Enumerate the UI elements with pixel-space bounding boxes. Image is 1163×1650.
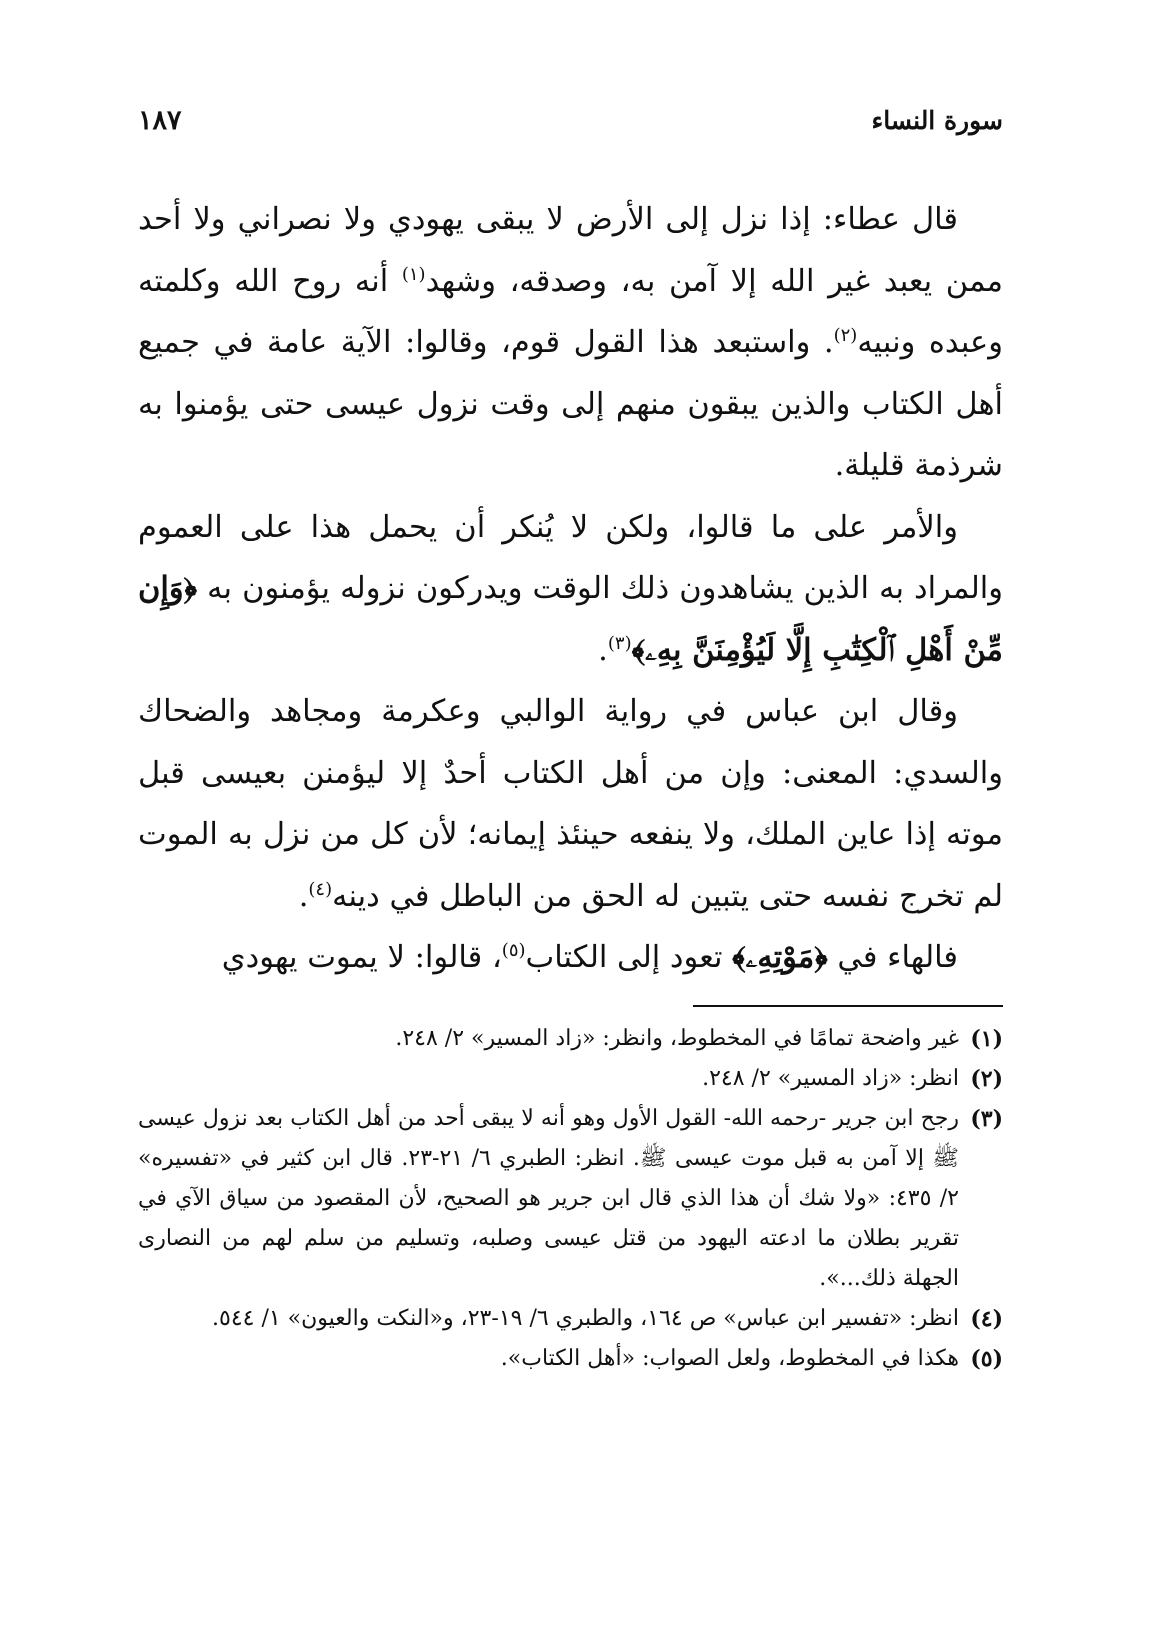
footnote-ref: (٣) [607,632,632,654]
text-run: ، قالوا: لا يموت يهودي [221,940,502,975]
text-run: وقال ابن عباس في رواية الوالبي وعكرمة ومجاهد والضحاك والسدي: المعنى: وإن من أهل الكتاب أحدٌ إلا ليؤمنن بعيسى قبل موته إذا عاين الملك، ولا ينفعه حينئذ إيمانه؛ لأن كل من نزل به الموت لم تخرج نفسه حتى يتبين له الحق من الباطل في دينه [138,694,1003,914]
text-run: . [598,632,608,668]
text-run: فالهاء في [827,940,958,975]
main-text [138,189,1003,989]
footnote-ref: (٤) [308,878,333,900]
text-run: أنه روح الله وكلمته وعبده ونبيه [138,263,1003,360]
text-run: قال عطاء: إذا نزل إلى الأرض لا يبقى يهودي ولا نصراني ولا أحد ممن يعبد غير الله إلا آمن به، وصدقه، وشهد [138,202,1003,299]
paragraph-2 [138,497,1003,682]
text-run: والأمر على ما قالوا، ولكن لا يُنكر أن يحمل هذا على العموم والمراد به الذين يشاهدون ذلك الوقت ويدركون نزوله يؤمنون به [138,509,1003,606]
footnote-text: غير واضحة تمامًا في المخطوط، وانظر: «زاد المسير» ٢/ ٢٤٨. [395,1025,959,1051]
footnote-text: انظر: «زاد المسير» ٢/ ٢٤٨. [702,1065,959,1091]
footnote-2 [138,1059,1003,1099]
footnote-number: (١) [970,1025,1003,1052]
footnote-number: (٤) [970,1305,1003,1332]
paragraph-1 [138,189,1003,497]
footnote-3 [138,1099,1003,1299]
footnote-4 [138,1299,1003,1339]
footnote-text: هكذا في المخطوط، ولعل الصواب: «أهل الكتاب». [500,1345,959,1371]
quran-verse: ﴿مَوْتِهِۦ﴾ [732,939,828,975]
paragraph-4 [138,927,1003,989]
page-header [138,105,1003,155]
footnote-number: (٥) [970,1345,1003,1372]
book-page [138,105,1003,1610]
footnote-number: (٣) [970,1105,1003,1132]
text-run: . [298,878,309,914]
footnote-number: (٢) [970,1065,1003,1092]
footnote-5 [138,1339,1003,1379]
footnote-text: انظر: «تفسير ابن عباس» ص ١٦٤، والطبري ٦/ ١٩-٢٣، و«النكت والعيون» ١/ ٥٤٤. [212,1305,959,1331]
footnote-ref: (٢) [833,324,858,346]
footnotes [138,1019,1003,1379]
chapter-title: سورة النساء [871,106,1003,135]
text-run: تعود إلى الكتاب [525,940,733,975]
footnote-ref: (٥) [501,939,526,961]
page-number: ١٨٧ [138,105,182,136]
quran-verse: ﴿وَإِن مِّنْ أَهْلِ ٱلْكِتَٰبِ إِلَّا لَيُؤْمِنَنَّ بِهِۦ﴾ [138,570,1003,668]
footnote-text: رجح ابن جرير -رحمه الله- القول الأول وهو أنه لا يبقى أحد من أهل الكتاب بعد نزول عيسى ﷺ إلا آمن به قبل موت عيسى ﷺ. انظر: الطبري ٦/ ٢١-٢٣. قال ابن كثير في «تفسيره» ٢/ ٤٣٥: «ولا شك أن هذا الذي قال ابن جرير هو الصحيح، لأن المقصود من سياق الآي في تقرير بطلان ما ادعته اليهود من قتل عيسى وصلبه، وتسليم من سلم لهم من النصارى الجهلة ذلك...». [138,1105,960,1291]
paragraph-3 [138,681,1003,927]
footnote-ref: (١) [401,263,426,285]
footnote-separator [693,1005,1003,1007]
footnote-1 [138,1019,1003,1059]
text-run: . واستبعد هذا القول قوم، وقالوا: الآية عامة في جميع أهل الكتاب والذين يبقون منهم إلى وقت نزول عيسى حتى يؤمنوا به شرذمة قليلة. [138,325,1003,483]
